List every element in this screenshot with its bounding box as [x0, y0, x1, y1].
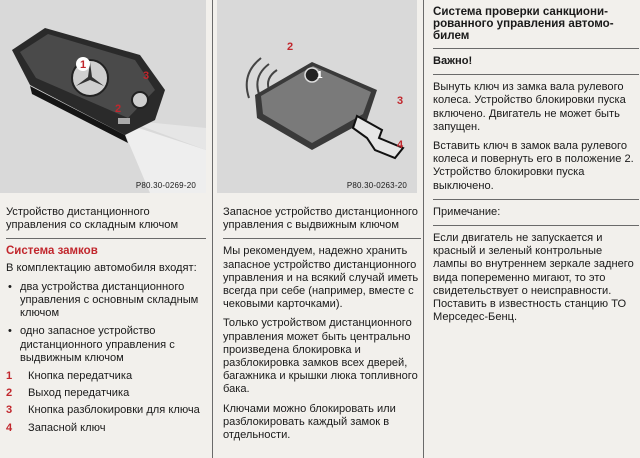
legend-list [6, 370, 206, 435]
section-heading: Система проверки санкционированного управления автомобилем [433, 5, 614, 42]
figure-code: P80.30-0263-20 [346, 181, 407, 190]
divider [433, 225, 639, 226]
figure-caption: Запасное устройство дистанционного управления с выдвижным ключом [223, 206, 418, 232]
bullet-item: • одно запасное устройство дистанционного управления с выдвижным ключом [6, 325, 206, 365]
unlock-button [132, 92, 148, 108]
divider [433, 48, 639, 49]
legend-text: Запасной ключ [28, 421, 106, 434]
legend-text: Кнопка разблокировки для ключа [28, 404, 200, 417]
legend-item [6, 404, 206, 417]
callout-1: 1 [79, 59, 87, 71]
paragraph: Вынуть ключ из замка вала рулевого колеса. Устройство блокировки пуска включено. Двигатель не может быть запущен. [433, 81, 626, 133]
legend-text: Кнопка передатчика [28, 370, 133, 383]
spare-key-blade [353, 116, 403, 158]
callout-2: 2 [114, 103, 122, 115]
middle-text [223, 206, 421, 448]
callout-3: 3 [397, 95, 404, 107]
divider [6, 238, 206, 239]
legend-num: 2 [6, 387, 13, 400]
callout-3: 3 [142, 70, 150, 82]
callout-1: 1 [317, 70, 323, 81]
figure-code: P80.30-0269-20 [135, 181, 196, 190]
callout-2: 2 [287, 41, 294, 53]
bullet-item: • два устройства дистанционного управления с основным складным ключом [6, 281, 206, 321]
legend-text: Выход передатчика [28, 387, 130, 400]
transmitter-outlet [118, 118, 130, 124]
column-divider [212, 0, 213, 458]
paragraph: Ключами можно блокировать или разблокировать каждый замок в отдельности. [223, 402, 396, 442]
important-label: Важно! [433, 55, 473, 67]
legend-num: 1 [6, 370, 13, 383]
folding-key-illustration [0, 0, 206, 193]
divider [433, 74, 639, 75]
divider [433, 199, 639, 200]
legend-item [6, 422, 206, 435]
left-text [6, 206, 206, 439]
bullet-list [6, 281, 206, 365]
callout-4: 4 [397, 139, 404, 151]
column-divider [423, 0, 424, 458]
folding-key-drawing [0, 0, 206, 193]
intro-text: В комплектацию автомобиля входят: [6, 261, 197, 274]
legend-item [6, 370, 206, 383]
legend-num: 4 [6, 421, 13, 434]
paragraph: Мы рекомендуем, надежно хранить запасное устройство дистанционного управления и на всякий случай иметь всегда при себе (например, вместе с чековыми карточками). [223, 245, 419, 311]
figure-caption: Устройство дистанционного управления со складным ключом [6, 206, 179, 232]
legend-item [6, 387, 206, 400]
note-text: Если двигатель не запускается и красный и зеленый контрольные лампы во внутреннем зеркале заднего вида попеременно мигают, то это свидетельствует о неисправности. Поставить в известность станцию ТО Мерседес-Бенц. [433, 232, 634, 324]
paragraph: Только устройством дистанционного управления может быть центрально произведена блокировка и разблокировка замков всех дверей, багажника и крышки люка топливного бака. [223, 317, 418, 396]
legend-num: 3 [6, 404, 13, 417]
section-title: Система замков [6, 245, 98, 258]
divider [223, 238, 421, 239]
paragraph: Вставить ключ в замок вала рулевого колеса и повернуть его в положение 2. Устройство блокировки пуска выключено. [433, 140, 634, 192]
note-label: Примечание: [433, 205, 501, 218]
right-text [433, 6, 639, 330]
spare-key-illustration [217, 0, 417, 193]
spare-key-drawing [217, 0, 417, 193]
